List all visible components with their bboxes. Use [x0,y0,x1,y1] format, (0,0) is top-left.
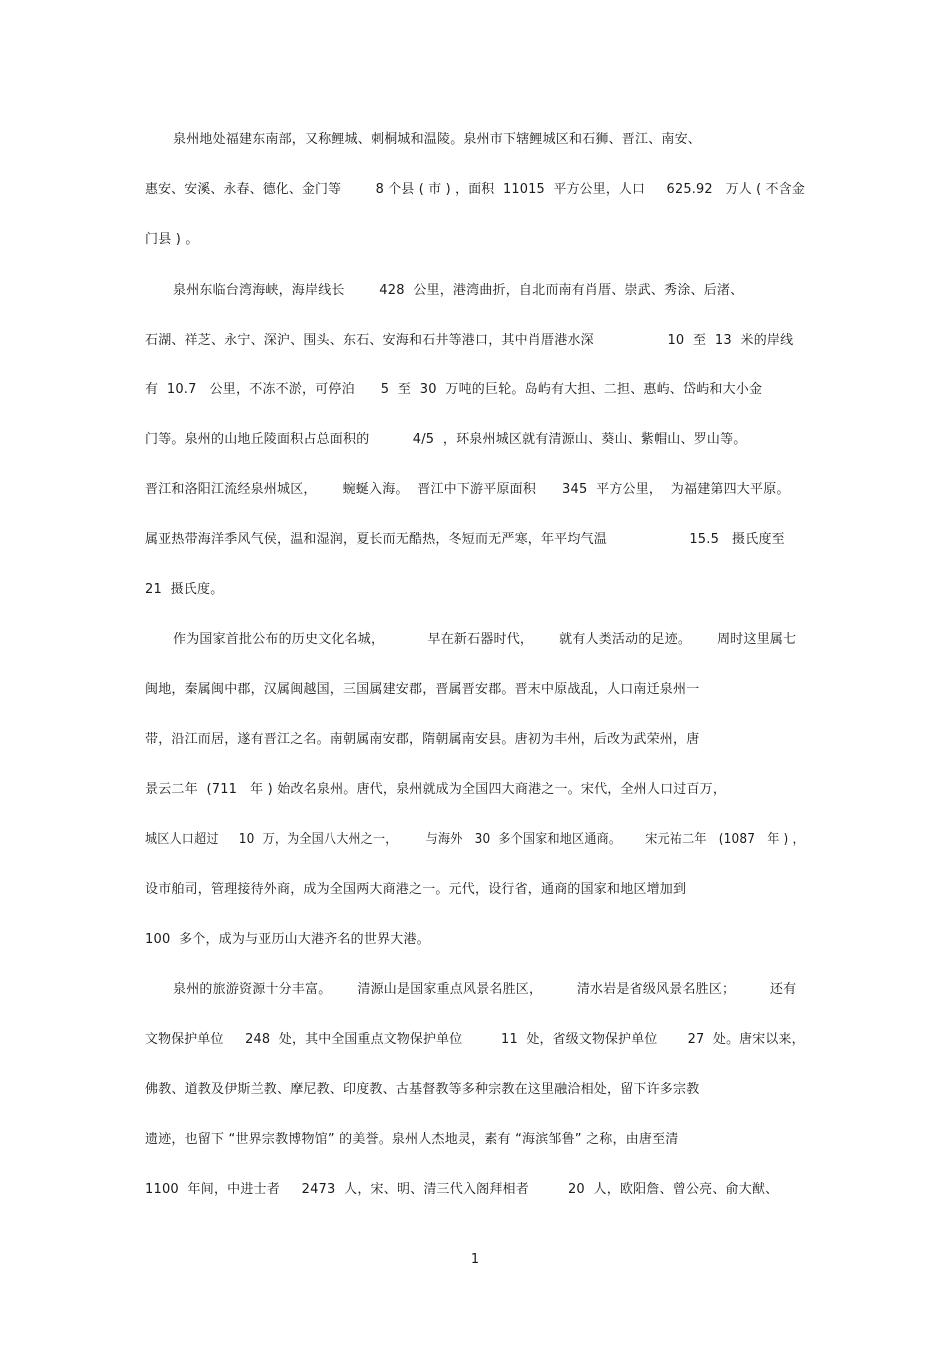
text-line: 佛教、道教及伊斯兰教、摩尼教、印度教、古基督教等多种宗教在这里融洽相处，留下许多宗教 [145,1082,700,1097]
text-line: 泉州东临台湾海峡，海岸线长 428 公里，港湾曲折，自北而南有肖厝、崇武、秀涂、后渚、 [173,283,744,298]
text-line: 石湖、祥芝、永宁、深沪、围头、东石、安海和石井等港口，其中肖厝港水深 10 至 13 米的岸线 [145,333,794,348]
text-line: 晋江和洛阳江流经泉州城区， 蜿蜒入海。 晋江中下游平原面积 345 平方公里， 为福建第四大平原。 [145,482,790,497]
text-line: 闽地，秦属闽中郡，汉属闽越国，三国属建安郡，晋属晋安郡。晋末中原战乱，人口南迁泉州一 [145,682,700,697]
text-line: 设市舶司，管理接待外商，成为全国两大商港之一。元代，设行省，通商的国家和地区增加到 [145,882,687,897]
text-line: 带，沿江而居，遂有晋江之名。南朝属南安郡，隋朝属南安县。唐初为丰州，后改为武荣州，唐 [145,732,700,747]
page-number: 1 [470,1252,480,1267]
text-line: 文物保护单位 248 处，其中全国重点文物保护单位 11 处，省级文物保护单位 27 处。唐宋以来， [145,1032,805,1047]
text-line: 景云二年 (711 年 ) 始改名泉州。唐代，泉州就成为全国四大商港之一。宋代，全州人口过百万， [145,782,727,797]
text-line: 遗迹，也留下 “世界宗教博物馆” 的美誉。泉州人杰地灵，素有 “海滨邹鲁” 之称，由唐至清 [145,1132,679,1147]
text-line: 门县 ) 。 [145,232,199,247]
text-line: 泉州的旅游资源十分丰富。 清源山是国家重点风景名胜区， 清水岩是省级风景名胜区； 还有 [173,982,797,997]
text-line: 门等。泉州的山地丘陵面积占总面积的 4/5 ，环泉州城区就有清源山、葵山、紫帽山、罗山等。 [145,432,747,447]
text-line: 作为国家首批公布的历史文化名城， 早在新石器时代， 就有人类活动的足迹。 周时这里属七 [173,632,797,647]
text-line: 惠安、安溪、永春、德化、金门等 8 个县 ( 市 ) ，面积 11015 平方公里，人口 625.92 万人 ( 不含金 [145,182,805,197]
text-line: 有 10.7 公里，不冻不淤，可停泊 5 至 30 万吨的巨轮。岛屿有大担、二担、惠屿、岱屿和大小金 [145,382,763,397]
text-line: 城区人口超过 10 万，为全国八大州之一， 与海外 30 多个国家和地区通商。 宋元祐二年 (1087 年 ) ， [145,832,805,847]
text-line: 1100 年间，中进士者 2473 人，宋、明、清三代入阁拜相者 20 人，欧阳詹、曾公亮、俞大猷、 [145,1182,779,1197]
text-line: 100 多个，成为与亚历山大港齐名的世界大港。 [145,932,430,947]
text-line: 泉州地处福建东南部，又称鲤城、刺桐城和温陵。泉州市下辖鲤城区和石狮、晋江、南安、 [173,132,702,147]
text-line: 属亚热带海洋季风气侯，温和湿润，夏长而无酷热，冬短而无严寒，年平均气温 15.5 摄氏度至 [145,532,785,547]
text-line: 21 摄氏度。 [145,582,224,597]
